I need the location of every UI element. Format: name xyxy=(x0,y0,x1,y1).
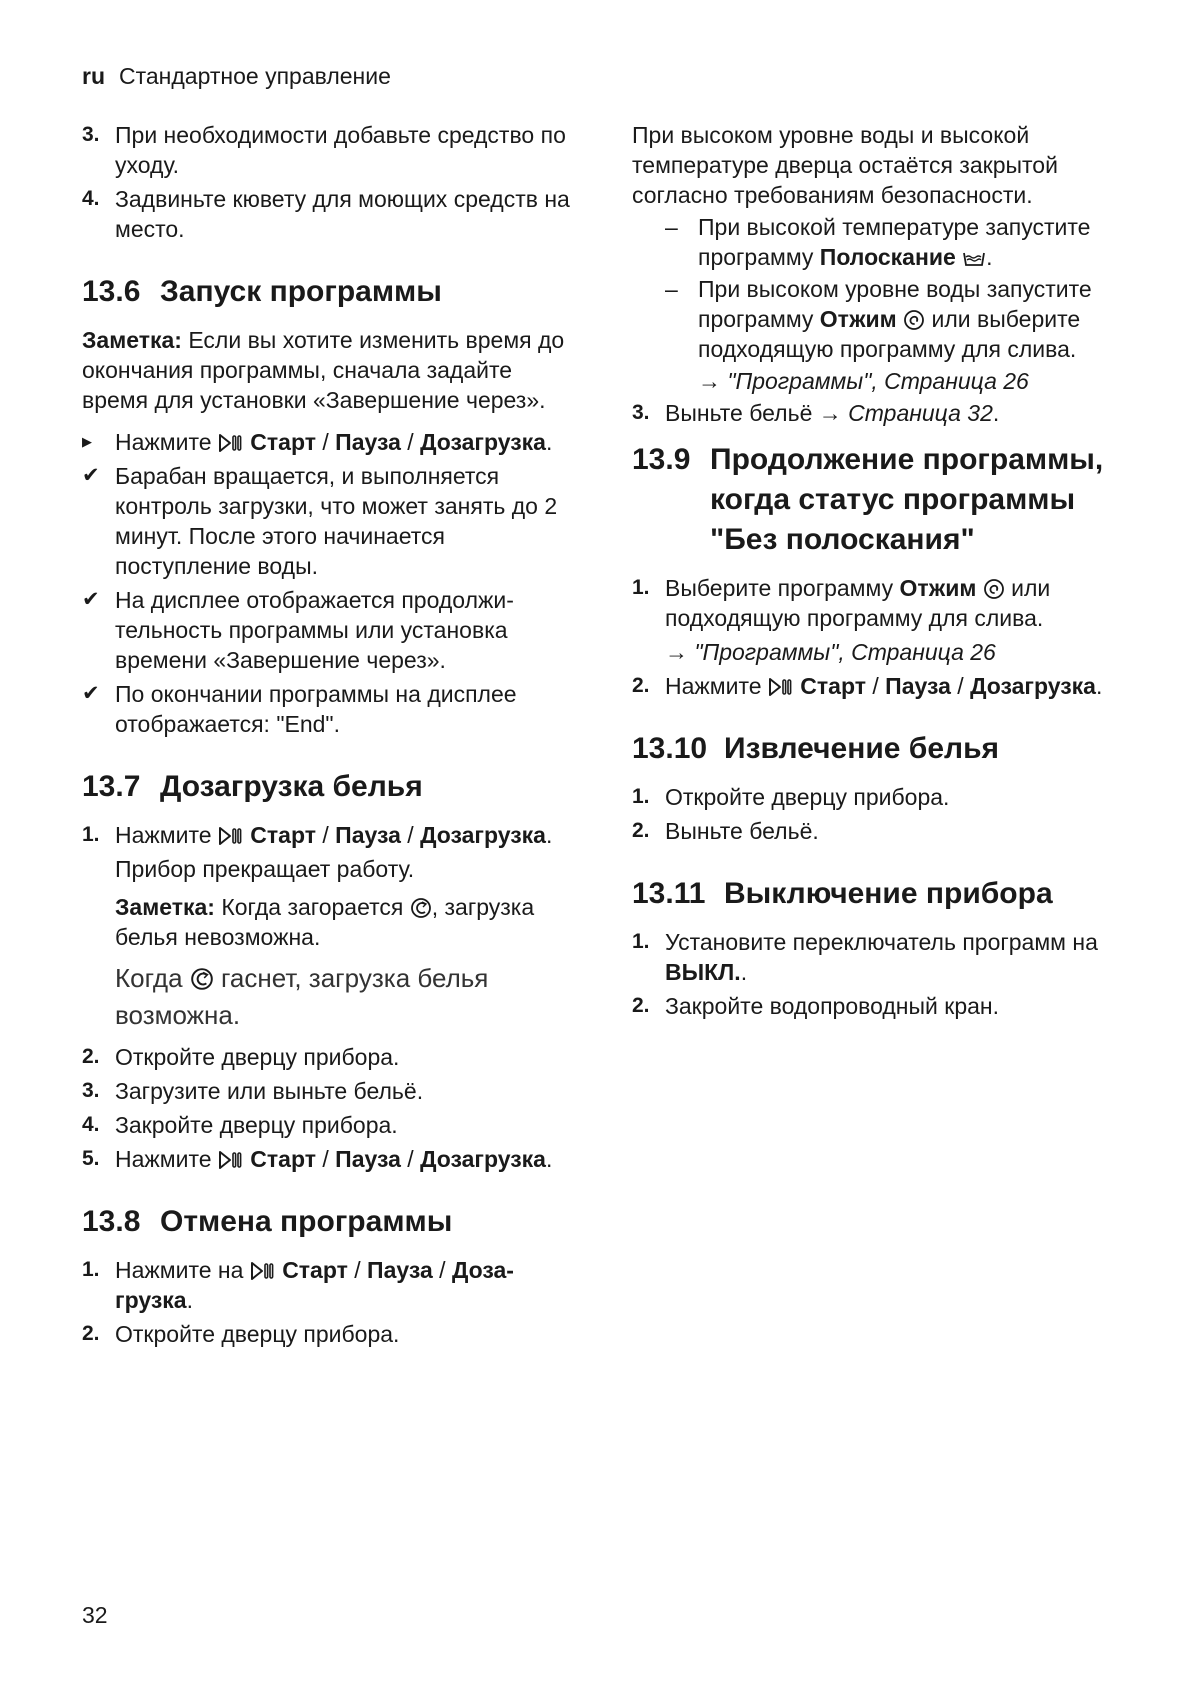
step-number: 4. xyxy=(82,1113,100,1136)
pause-label: Пауза xyxy=(367,1257,433,1283)
dash-text: или выберите подходящую программу для слива. xyxy=(698,306,1081,362)
pause-label: Пауза xyxy=(335,1146,401,1172)
program-name: Полоскание xyxy=(819,244,956,270)
section-number: 13.11 xyxy=(632,877,706,910)
pause-label: Пауза xyxy=(335,429,401,455)
triangle-bullet: ▶ xyxy=(82,434,92,449)
result-text: Барабан вращается, и выполняется контроль загрузки, что может занять до 2 минут. После этого начинается поступление воды. xyxy=(115,463,558,579)
note-text: Когда xyxy=(115,963,190,993)
step-text: Откройте дверцу прибора. xyxy=(665,784,950,810)
note xyxy=(82,325,572,415)
step-item xyxy=(632,573,1122,633)
step-text: Нажмите xyxy=(115,1146,218,1172)
step-number: 3. xyxy=(82,123,100,146)
step-text: Нажмите на xyxy=(115,1257,250,1283)
note-text: , загрузка белья невозможна. xyxy=(115,894,535,950)
step-number: 1. xyxy=(632,785,650,808)
dash-text: При высокой температуре запустите программу xyxy=(698,214,1091,270)
reload-label: Дозагрузка xyxy=(420,429,546,455)
reload-label: Дозагрузка xyxy=(970,673,1096,699)
step-text: Выньте бельё xyxy=(665,400,819,426)
list-item xyxy=(82,184,572,244)
section-number: 13.9 xyxy=(632,443,691,476)
start-label: Старт xyxy=(282,1257,348,1283)
step-number: 2. xyxy=(82,1045,100,1068)
section-number: 13.8 xyxy=(82,1205,141,1238)
pause-label: Пауза xyxy=(335,822,401,848)
step-text: Задвиньте кювету для моющих средств на место. xyxy=(115,186,570,242)
step-number: 1. xyxy=(632,930,650,953)
step-item xyxy=(632,991,1122,1021)
section-title: Запуск программы xyxy=(160,275,442,308)
reload-label: Дозагрузка xyxy=(420,1146,546,1172)
step-text: или подходящую программу для слива. xyxy=(665,575,1051,631)
step-number: 2. xyxy=(632,674,650,697)
punctuation: . xyxy=(992,400,1000,426)
result-text: На дисплее отображается продолжительность программы или установка времени «Завершение через». xyxy=(115,587,514,673)
note xyxy=(82,892,572,952)
separator: / xyxy=(400,822,421,848)
note-text: Если вы хотите изменить время до окончания программы, сначала задайте время для установки «Завершение через». xyxy=(82,327,565,413)
separator: / xyxy=(400,1146,421,1172)
right-column xyxy=(632,120,1122,1025)
dash-bullet: – xyxy=(665,276,678,302)
section-title: Отмена программы xyxy=(160,1205,453,1238)
punctuation: . xyxy=(1095,673,1103,699)
note-text: Когда загорается xyxy=(214,894,410,920)
step-text: Откройте дверцу прибора. xyxy=(115,1321,400,1347)
step-item xyxy=(632,927,1122,987)
separator: / xyxy=(315,822,336,848)
step-text: Закройте дверцу прибора. xyxy=(115,1112,398,1138)
start-label: Старт xyxy=(250,822,316,848)
separator: / xyxy=(432,1257,452,1283)
stop-text: Прибор прекращает работу. xyxy=(115,856,415,882)
switch-position: ВЫКЛ. xyxy=(665,959,741,985)
dash-bullet: – xyxy=(665,214,678,240)
pause-label: Пауза xyxy=(885,673,951,699)
spin-icon xyxy=(903,309,925,331)
step-number: 5. xyxy=(82,1147,100,1170)
start-label: Старт xyxy=(250,429,316,455)
checkmark: ✔ xyxy=(82,588,100,611)
spin-icon xyxy=(983,578,1005,600)
punctuation: . xyxy=(740,959,748,985)
separator: / xyxy=(315,429,336,455)
step-text: Закройте водопроводный кран. xyxy=(665,993,1000,1019)
program-name: Отжим xyxy=(819,306,897,332)
dash-item xyxy=(632,274,1122,364)
play-pause-icon xyxy=(218,1149,244,1171)
step-number: 1. xyxy=(632,576,650,599)
reload-label: Дозагрузка xyxy=(115,1257,514,1313)
cross-reference xyxy=(632,637,1122,667)
step-text: Выберите программу xyxy=(665,575,900,601)
play-pause-icon xyxy=(250,1260,276,1282)
separator: / xyxy=(950,673,971,699)
step-number: 2. xyxy=(632,819,650,842)
program-name: Отжим xyxy=(899,575,977,601)
arrow: → xyxy=(818,400,842,426)
reload-icon xyxy=(190,967,214,991)
checkmark: ✔ xyxy=(82,682,100,705)
step-item xyxy=(82,1319,572,1349)
list-item xyxy=(82,120,572,180)
step-number: 3. xyxy=(632,401,650,424)
play-pause-icon xyxy=(218,432,244,454)
section-number: 13.7 xyxy=(82,770,141,803)
step-text: Установите переключатель программ на xyxy=(665,929,1098,955)
step-text: При необходимости добавьте средство по уходу. xyxy=(115,122,566,178)
step-number: 4. xyxy=(82,187,100,210)
step-number: 1. xyxy=(82,1258,100,1281)
note-label: Заметка: xyxy=(115,894,215,920)
step-text: Загрузите или выньте бельё. xyxy=(115,1078,424,1104)
separator: / xyxy=(400,429,421,455)
punctuation: . xyxy=(986,244,993,270)
section-title: Продолжение программы, когда статус программы "Без полоскания" xyxy=(710,443,1104,556)
section-heading-13-6 xyxy=(82,272,572,312)
start-label: Старт xyxy=(250,1146,316,1172)
arrow: → xyxy=(665,639,688,665)
page-header xyxy=(82,63,391,90)
step-text: Нажмите xyxy=(665,673,768,699)
page-number: 32 xyxy=(82,1602,108,1628)
action-item xyxy=(82,427,572,457)
step-number: 3. xyxy=(82,1079,100,1102)
section-number: 13.6 xyxy=(82,275,141,308)
arrow: → xyxy=(698,368,721,394)
step-item xyxy=(82,1042,572,1072)
step-number: 2. xyxy=(632,994,650,1017)
step-item xyxy=(82,820,572,850)
section-title: Дозагрузка белья xyxy=(160,770,423,803)
language-code: ru xyxy=(82,63,105,89)
step-number: 1. xyxy=(82,823,100,846)
step-item xyxy=(632,671,1122,701)
separator: / xyxy=(347,1257,368,1283)
punctuation: . xyxy=(545,429,553,455)
separator: / xyxy=(315,1146,336,1172)
section-heading-13-10 xyxy=(632,729,1122,769)
section-heading-13-8 xyxy=(82,1202,572,1242)
step-text: Нажмите xyxy=(115,822,218,848)
step-item xyxy=(82,1110,572,1140)
step-text: Откройте дверцу прибора. xyxy=(115,1044,400,1070)
reference-text[interactable]: "Программы", Страница 26 xyxy=(694,639,996,665)
section-heading-13-9 xyxy=(632,440,1122,560)
note-continuation xyxy=(82,960,572,1034)
rinse-icon xyxy=(962,247,986,269)
dash-item xyxy=(632,212,1122,272)
cross-reference xyxy=(632,366,1122,396)
step-item xyxy=(82,1144,572,1174)
section-number: 13.10 xyxy=(632,732,708,765)
result-item xyxy=(82,461,572,581)
result-item xyxy=(82,585,572,675)
step-text: Выньте бельё. xyxy=(665,818,819,844)
separator: / xyxy=(865,673,886,699)
step-item xyxy=(632,398,1122,428)
step-item xyxy=(632,782,1122,812)
checkmark: ✔ xyxy=(82,464,100,487)
intro-text: При высоком уровне воды и высокой температуре дверца остаётся закрытой согласно требованиям безопасности. xyxy=(632,122,1058,208)
dash-text: При высоком уровне воды запустите программу xyxy=(698,276,1092,332)
punctuation: . xyxy=(186,1287,193,1313)
reference-text[interactable]: Страница 32 xyxy=(848,400,993,426)
step-item xyxy=(82,1255,572,1315)
step-item xyxy=(632,816,1122,846)
section-heading-13-11 xyxy=(632,874,1122,914)
section-title: Извлечение белья xyxy=(724,732,1000,765)
note-text: гаснет, загрузка белья возможна. xyxy=(115,963,489,1030)
reload-label: Дозагрузка xyxy=(420,822,546,848)
punctuation: . xyxy=(545,1146,553,1172)
reload-icon xyxy=(410,897,432,919)
start-label: Старт xyxy=(800,673,866,699)
step-item xyxy=(82,1076,572,1106)
header-title: Стандартное управление xyxy=(119,63,391,89)
left-column xyxy=(82,120,572,1353)
punctuation: . xyxy=(545,822,553,848)
result-text: По окончании программы на дисплее отображается: "End". xyxy=(115,681,517,737)
play-pause-icon xyxy=(768,676,794,698)
result-item xyxy=(82,679,572,739)
section-heading-13-7 xyxy=(82,767,572,807)
play-pause-icon xyxy=(218,825,244,847)
step-number: 2. xyxy=(82,1322,100,1345)
note-label: Заметка: xyxy=(82,327,182,353)
reference-text[interactable]: "Программы", Страница 26 xyxy=(727,368,1029,394)
section-title: Выключение прибора xyxy=(724,877,1053,910)
action-text: Нажмите xyxy=(115,429,218,455)
